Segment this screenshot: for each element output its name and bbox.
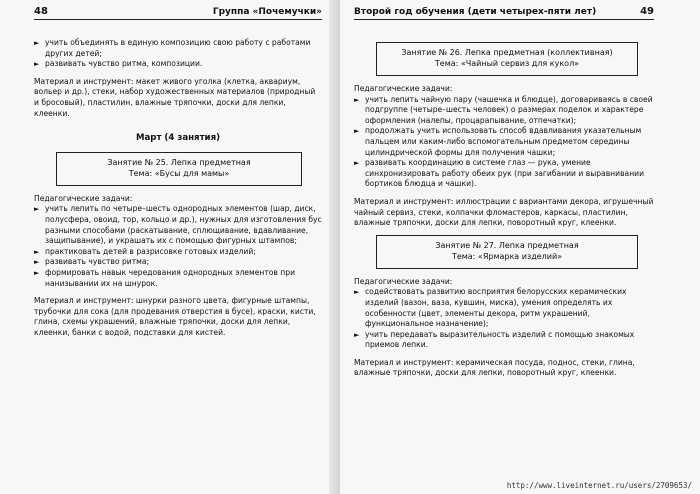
bullet-text: развивать чувство ритма, композиции.	[45, 59, 203, 69]
bullet-text: учить объединять в единую композицию свою работу с работами других детей;	[45, 38, 311, 58]
section-title: Март (4 занятия)	[135, 133, 221, 144]
lesson-box	[376, 235, 638, 269]
left-page-number: 48	[34, 6, 48, 17]
lesson-topic: Тема: «Бусы для мамы»	[128, 168, 230, 178]
tasks-label: Педагогические задачи:	[354, 84, 453, 93]
list-item	[354, 287, 658, 329]
bullet-arrow-icon: ►	[34, 60, 40, 69]
materials-paragraph	[34, 77, 322, 119]
materials-text: иллюстрации с вариантами декора, игрушечный чайный сервиз, стеки, колпачки фломастеров, каркасы, пластилин, влажные тряпочки, доски для лепки, поворотный круг, клеенки.	[354, 196, 654, 228]
materials-label: Материал и инструмент:	[34, 296, 134, 306]
materials-text: шнурки разного цвета, фигурные штампы, трубочки для сока (для продевания отверстия в бусе), краски, кисти, глина, схемы украшений, влажные тряпочки, доски для лепки, клеенки, банки с водой, подставки для кистей.	[34, 296, 316, 337]
list-item	[354, 158, 658, 190]
list-item	[34, 38, 322, 59]
bullet-arrow-icon: ►	[34, 258, 40, 267]
right-page	[340, 0, 700, 494]
materials-label: Материал и инструмент:	[34, 76, 134, 86]
bullet-text: учить лепить по четыре–шесть однородных элементов (шар, диск, полусфера, овоид, тор, кольцо и др.), нужных для изготовления бус разными способами (раскатывание, сплющивание, вдавливание, защипывание), и украшать их с помощью фигурных штампов;	[45, 204, 322, 246]
materials-paragraph	[354, 358, 658, 379]
lesson-box	[376, 42, 638, 76]
list-item	[354, 95, 658, 127]
list-item	[34, 268, 322, 289]
bullet-text: содействовать развитию восприятия белорусских керамических изделий (вазон, ваза, кувшин, миска), умения определять их особенности (цвет, элементы декора, ритм украшений, функциональное назначение);	[365, 287, 627, 329]
lesson-topic: Тема: «Чайный сервиз для кукол»	[434, 59, 580, 68]
bullet-text: практиковать детей в разрисовке готовых изделий;	[45, 246, 256, 256]
lesson-title: Занятие № 26. Лепка предметная (коллективная)	[401, 48, 613, 57]
bullet-arrow-icon: ►	[34, 247, 40, 256]
list-item	[34, 247, 322, 258]
materials-text: керамическая посуда, поднос, стеки, глина, влажные тряпочки, доски для лепки, поворотный круг, клеенки.	[354, 357, 635, 378]
materials-paragraph	[34, 296, 322, 338]
right-page-header	[354, 6, 654, 20]
bullet-text: продолжать учить использовать способ вдавливания указательным пальцем или каким-либо вспомогательным предметом середины цилиндрической формы для получения чашки;	[365, 126, 642, 157]
list-item	[354, 126, 658, 158]
bullet-arrow-icon: ►	[34, 39, 40, 47]
list-item	[34, 59, 322, 70]
list-item	[34, 204, 322, 246]
lesson-title: Занятие № 25. Лепка предметная	[107, 157, 251, 167]
tasks-label: Педагогические задачи:	[34, 193, 133, 203]
bullet-text: развивать координацию в системе глаз — рука, умение синхронизировать работу обеих рук (при загибании и выравнивании бортиков блюдца и чашки).	[365, 158, 645, 189]
bullet-arrow-icon: ►	[34, 205, 40, 214]
materials-label: Материал и инструмент:	[354, 196, 454, 206]
bullet-arrow-icon: ►	[354, 330, 360, 339]
bullet-arrow-icon: ►	[354, 95, 360, 104]
lesson-topic: Тема: «Ярмарка изделий»	[451, 251, 563, 261]
lesson-box	[56, 152, 302, 186]
right-page-number: 49	[640, 6, 654, 17]
left-page-header	[34, 6, 322, 20]
watermark-url: http://www.liveinternet.ru/users/2709653/	[506, 481, 692, 490]
bullet-arrow-icon: ►	[354, 288, 360, 297]
bullet-arrow-icon: ►	[354, 159, 360, 168]
right-page-content	[354, 36, 658, 379]
materials-label: Материал и инструмент:	[354, 357, 454, 367]
left-page-content	[34, 38, 322, 338]
right-header-title: Второй год обучения (дети четырех-пяти лет)	[354, 7, 597, 17]
materials-paragraph	[354, 197, 658, 229]
materials-text: макет живого уголка (клетка, аквариум, вольер и др.), стеки, набор художественных материалов (природный и бросовый), пластилин, влажные тряпочки, доски для лепки, клеенки.	[34, 76, 316, 118]
lesson-title: Занятие № 27. Лепка предметная	[435, 240, 579, 250]
bullet-text: формировать навык чередования однородных элементов при нанизывании их на шнурок.	[45, 267, 296, 288]
bullet-arrow-icon: ►	[354, 127, 360, 136]
bullet-text: учить передавать выразительность изделий с помощью знакомых приемов лепки.	[365, 329, 635, 350]
list-item	[354, 330, 658, 351]
left-page	[0, 0, 340, 494]
tasks-label: Педагогические задачи:	[354, 276, 453, 286]
left-header-title: Группа «Почемучки»	[212, 7, 322, 17]
bullet-arrow-icon: ►	[34, 268, 40, 277]
list-item	[34, 257, 322, 268]
bullet-text: учить лепить чайную пару (чашечка и блюдце), договариваясь в своей подгруппе (четыре–шесть человек) о размерах поделок и характере оформления (налепы, процарапывание, отпечатки);	[365, 94, 653, 125]
bullet-text: развивать чувство ритма;	[45, 257, 150, 267]
